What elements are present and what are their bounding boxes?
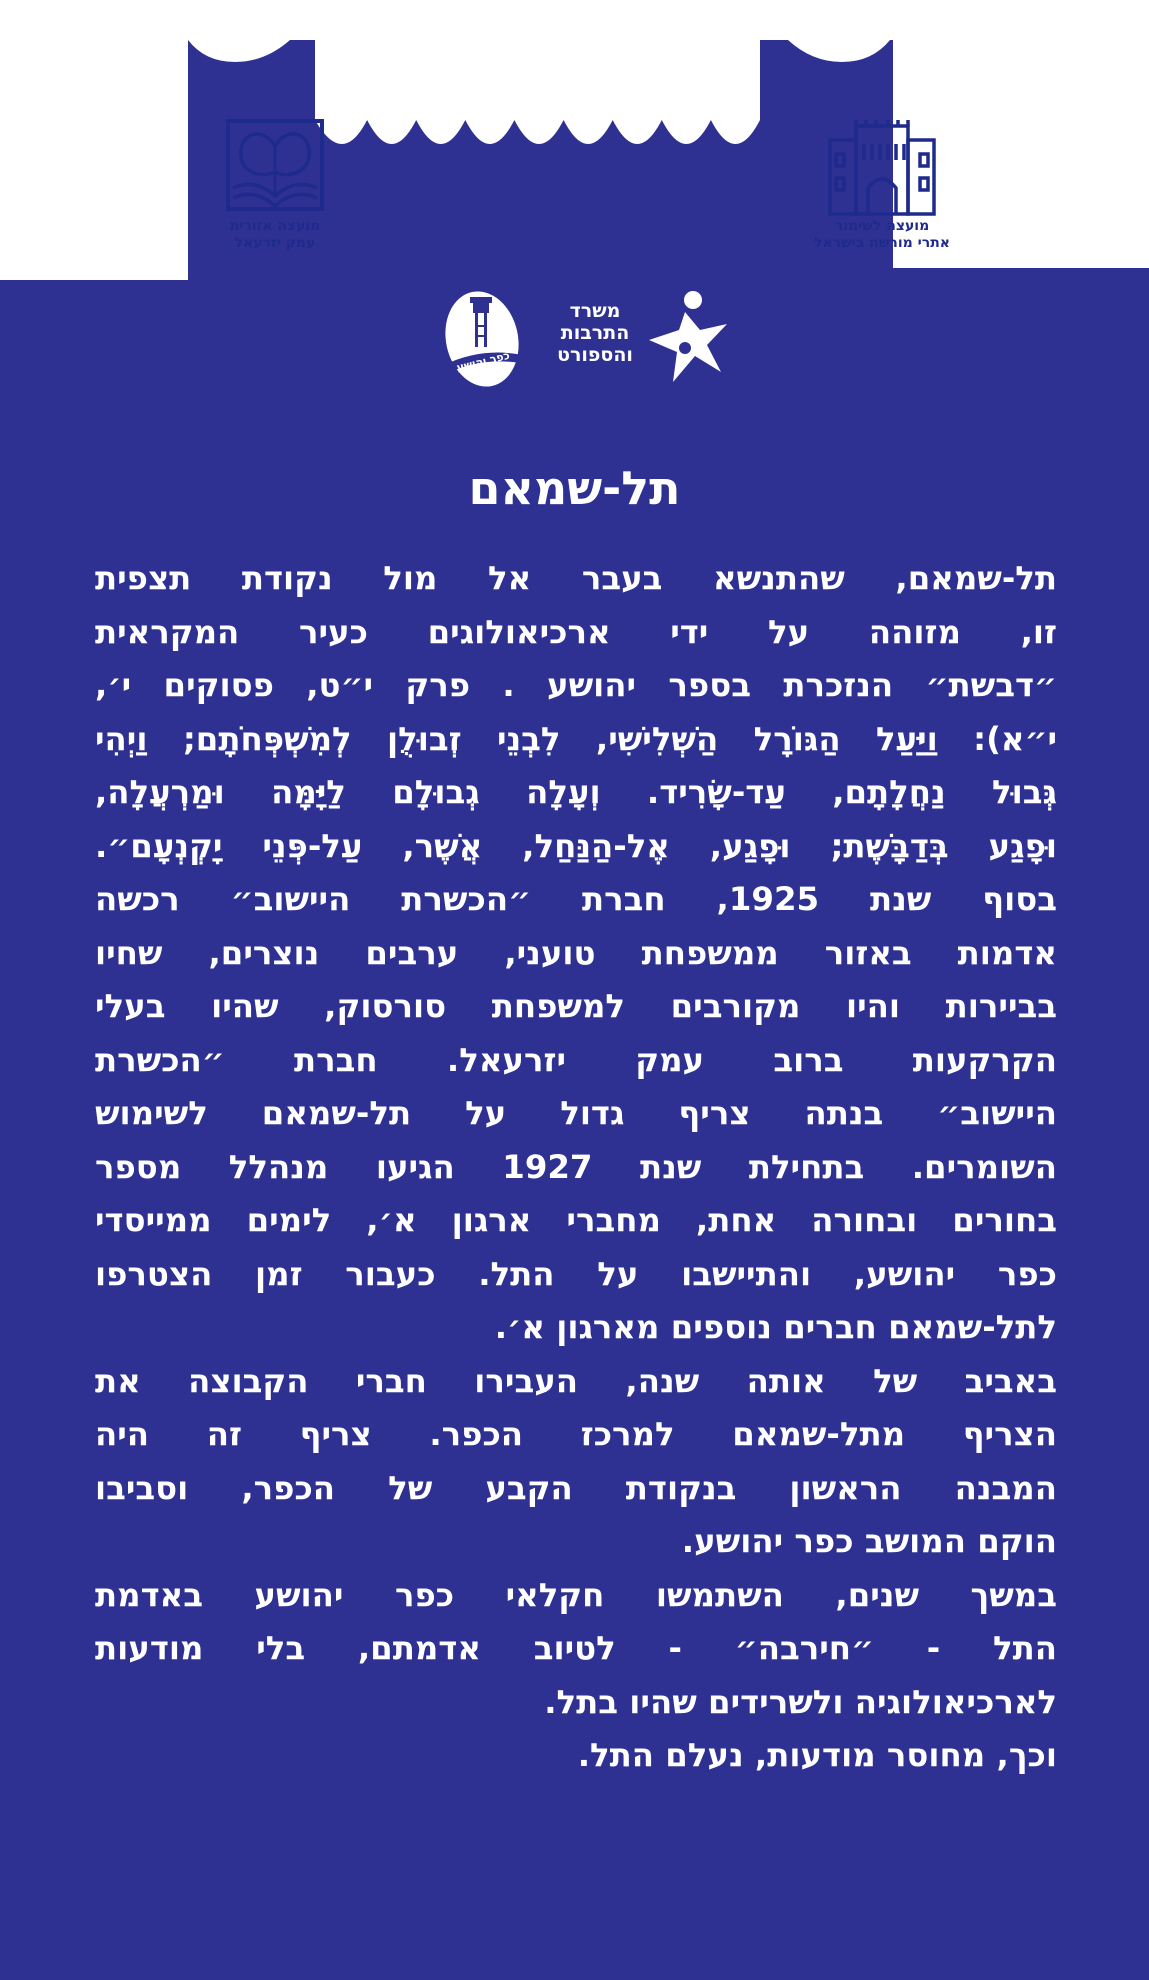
heritage-council-caption-2: אתרי מורשת בישראל	[814, 235, 950, 251]
ministry-caption	[545, 300, 645, 366]
body-line: בחורים ובחורה אחת, מחברי ארגון א׳, לימים ממייסדי	[95, 1201, 1057, 1239]
body-line: ״דבשת״ הנזכרת בספר יהושע . פרק י״ט, פסוקים י׳,	[95, 666, 1057, 704]
body-line: השומרים. בתחילת שנת 1927 הגיעו מנהלל מספר	[95, 1147, 1057, 1186]
kfar-yehoshua-caption: כפר יהושע	[455, 348, 512, 375]
book-flower-icon	[225, 118, 325, 218]
ministry-logo	[545, 290, 730, 385]
regional-council-caption-2: עמק יזרעאל	[234, 235, 316, 251]
body-line: היישוב״ בנתה צריף גדול על תל-שמאם לשימוש	[95, 1094, 1057, 1132]
body-line: באביב של אותה שנה, העבירו חברי הקבוצה את	[95, 1361, 1057, 1400]
ministry-caption-2: התרבות	[560, 322, 630, 344]
kfar-yehoshua-logo	[440, 285, 525, 390]
water-tower-emblem-icon	[440, 285, 525, 390]
heritage-council-caption-1: מועצה לשימור	[834, 218, 930, 234]
body-line: במשך שנים, השתמשו חקלאי כפר יהושע באדמת	[95, 1575, 1057, 1614]
regional-council-caption-1: מועצה אזורית	[229, 218, 321, 234]
body-line: בביירות והיו מקורבים למשפחת סורסוק, שהיו בעלי	[95, 987, 1057, 1025]
body-line: י״א): וַיַּעַל הַגּוֹרָל הַשְּׁלִישִׁי, לִבְנֵי זְבוּלֻן לְמִשְׁפְּחֹתָם; וַיְהִי	[95, 719, 1057, 758]
body-line: אדמות באזור ממשפחת טועני, ערבים נוצרים, שחיו	[95, 933, 1057, 972]
body-line: גְּבוּל נַחֲלָתָם, עַד-שָׂרִיד. וְעָלָה גְבוּלָם לַיָּמָּה וּמַרְעֲלָה,	[95, 773, 1057, 811]
body-line: תל-שמאם, שהתנשא בעבר אל מול נקודת תצפית	[95, 559, 1057, 597]
body-text	[95, 552, 1057, 1783]
body-line: התל - ״חירבה״ - לטיוב אדמתם, בלי מודעות	[95, 1629, 1057, 1667]
body-line: זו, מזוהה על ידי ארכיאולוגים כעיר המקראית	[95, 612, 1057, 651]
body-line: המבנה הראשון בנקודת הקבע של הכפר, וסביבו	[95, 1468, 1057, 1507]
ministry-caption-1: משרד	[569, 300, 621, 322]
heritage-council-logo	[792, 118, 972, 252]
fortress-gate-icon	[822, 118, 942, 218]
page-title: תל-שמאם	[468, 461, 681, 515]
body-line: וכך, מחוסר מודעות, נעלם התל.	[577, 1736, 1057, 1774]
body-line: לארכיאולוגיה ולשרידים שהיו בתל.	[544, 1682, 1057, 1721]
body-line: הצריף מתל-שמאם למרכז הכפר. צריף זה היה	[95, 1415, 1057, 1453]
body-line: בסוף שנת 1925, חברת ״הכשרת היישוב״ רכשה	[95, 880, 1058, 918]
star-figure-icon	[645, 290, 730, 385]
body-line: וּפָגַע בְּדַבָּשֶׁת; וּפָגַע, אֶל-הַנַּחַל, אֲשֶׁר, עַל-פְּנֵי יָקְנְעָם״.	[95, 826, 1057, 865]
ministry-caption-3: והספורט	[557, 344, 633, 366]
body-line: לתל-שמאם חברים נוספים מארגון א׳.	[494, 1308, 1057, 1346]
body-line: הקרקעות ברוב עמק יזרעאל. חברת ״הכשרת	[95, 1040, 1057, 1079]
body-line: כפר יהושע, והתיישבו על התל. כעבור זמן הצטרפו	[95, 1254, 1057, 1293]
body-line: הוקם המושב כפר יהושע.	[681, 1522, 1057, 1560]
regional-council-logo	[210, 118, 340, 252]
